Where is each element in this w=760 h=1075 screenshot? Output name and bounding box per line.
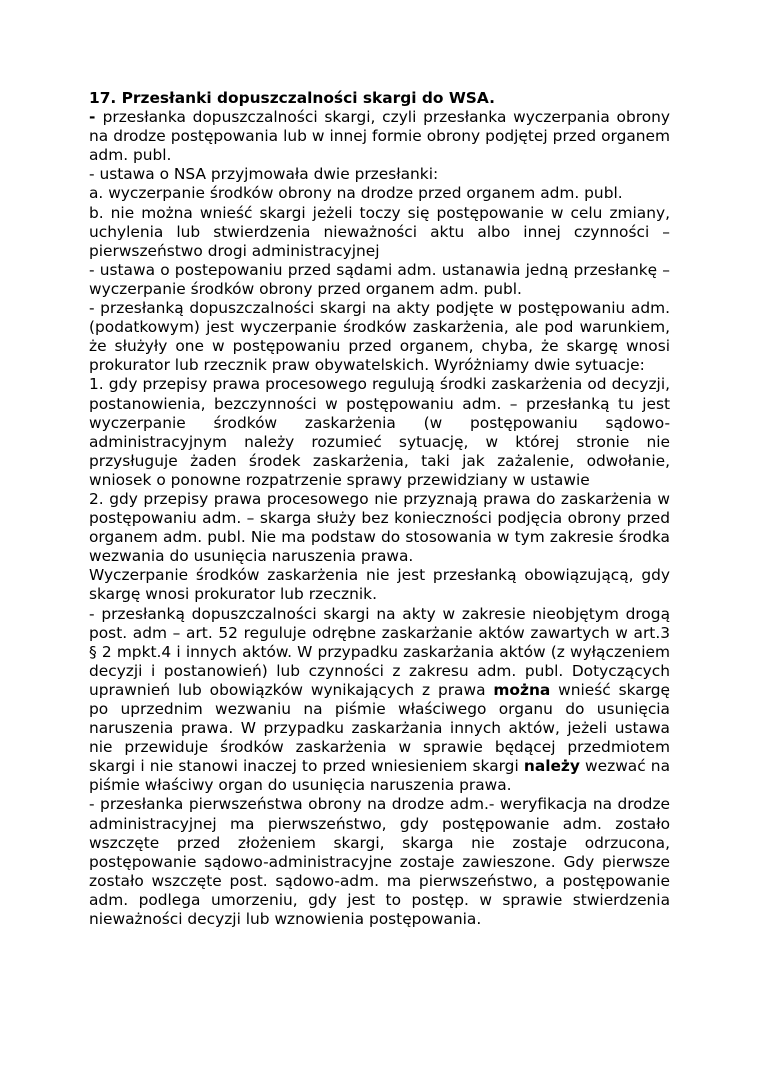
paragraph: 2. gdy przepisy prawa procesowego nie przyznają prawa do zaskarżenia w postępowaniu adm. – skarga służy bez konieczności podjęcia obrony przed organem adm. publ. Nie ma podstaw do stosowania w tym zakresie środka wezwania do usunięcia naruszenia prawa. [89,489,670,566]
paragraph-text: wezwać na piśmie właściwy organ do usunięcia naruszenia prawa. [89,757,670,795]
paragraph-text: przesłanka dopuszczalności skargi, czyli przesłanka wyczerpania obrony na drodze postępowania lub w innej formie obrony podjętej przed organem adm. publ. [89,108,670,165]
paragraph: 1. gdy przepisy prawa procesowego regulują środki zaskarżenia od decyzji, postanowienia, bezczynności w postępowaniu adm. – przesłanką tu jest wyczerpanie środków zaskarżenia (w postępowaniu sądowo-administracyjnym należy rozumieć sytuację, w której stronie nie przysługuje żaden środek zaskarżenia, taki jak zażalenie, odwołanie, wniosek o ponowne rozpatrzenie sprawy przewidziany w ustawie [89,375,670,489]
paragraph: - ustawa o postepowaniu przed sądami adm. ustanawia jedną przesłankę – wyczerpanie środków obrony przed organem adm. publ. [89,260,670,298]
paragraph: Wyczerpanie środków zaskarżenia nie jest przesłanką obowiązującą, gdy skargę wnosi prokurator lub rzecznik. [89,566,670,604]
section-heading: 17. Przesłanki dopuszczalności skargi do WSA. [89,89,495,107]
paragraph-text: - przesłanką dopuszczalności skargi na akty w zakresie nieobjętym drogą post. adm – art. 52 reguluje odrębne zaskarżanie aktów zawartych w art.3 § 2 mpkt.4 i innych aktów. W przypadku zaskarżania aktów (z wyłączeniem decyzji i postanowień) lub czynności z zakresu adm. publ. Dotyczących uprawnień lub obowiązków wynikających z prawa [89,604,670,699]
paragraph: - przesłanką dopuszczalności skargi na akty podjęte w postępowaniu adm. (podatkowym) jest wyczerpanie środków zaskarżenia, ale pod warunkiem, że służyły one w postępowaniu przed organem, chyba, że skargę wnosi prokurator lub rzecznik praw obywatelskich. Wyróżniamy dwie sytuacje: [89,299,670,375]
dash-marker: - [89,108,103,127]
paragraph: b. nie można wnieść skargi jeżeli toczy się postępowanie w celu zmiany, uchylenia lub stwierdzenia nieważności aktu albo innej czynności – pierwszeństwo drogi administracyjnej [89,203,670,260]
document-body [89,89,670,929]
emphasis-text: należy [523,757,580,776]
paragraph: - przesłanka pierwszeństwa obrony na drodze adm.- weryfikacja na drodze administracyjnej ma pierwszeństwo, gdy postępowanie adm. zostało wszczęte przed złożeniem skargi, skarga nie zostaje odrzucona, postępowanie sądowo-administracyjne zostaje zawieszone. Gdy pierwsze zostało wszczęte post. sądowo-adm. ma pierwszeństwo, a postępowanie adm. podlega umorzeniu, gdy jest to postęp. w sprawie stwierdzenia nieważności decyzji lub wznowienia postępowania. [89,795,670,929]
emphasis-text: można [493,680,551,699]
paragraph: - ustawa o NSA przyjmowała dwie przesłanki: [89,165,439,184]
paragraph [89,605,670,796]
paragraph-text: wnieść skargę po uprzednim wezwaniu na piśmie właściwego organu do usunięcia naruszenia prawa. W przypadku zaskarżania innych aktów, jeżeli ustawa nie przewiduje środków zaskarżenia w sprawie będącej przedmiotem skargi i nie stanowi inaczej to przed wniesieniem skargi [89,680,670,776]
paragraph [89,108,670,165]
paragraph: a. wyczerpanie środków obrony na drodze przed organem adm. publ. [89,184,623,203]
